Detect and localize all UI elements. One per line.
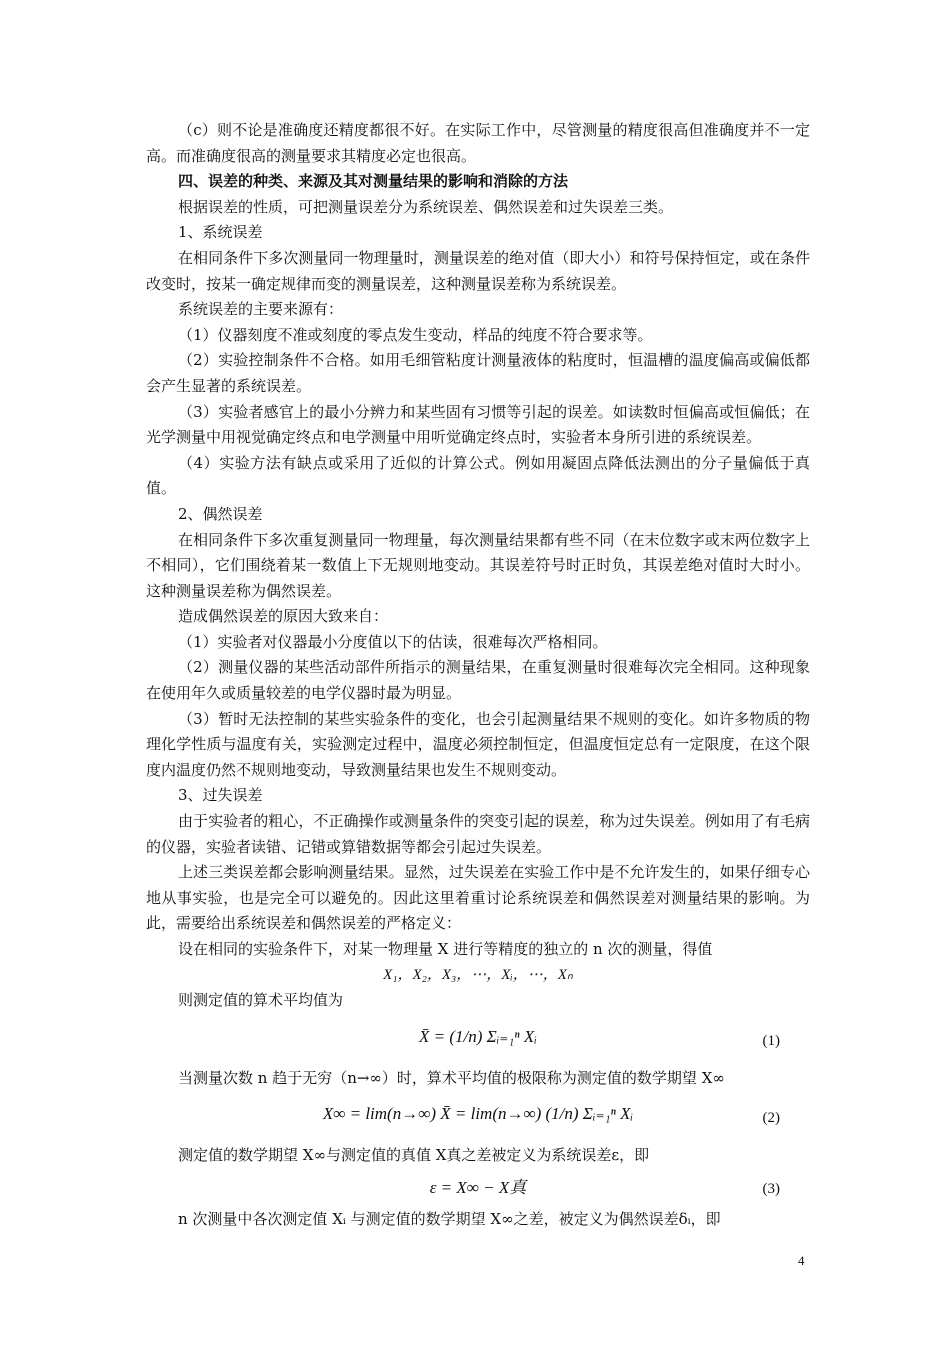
paragraph: 由于实验者的粗心，不正确操作或测量条件的突变引起的误差，称为过失误差。例如用了有毛病的仪器，实验者读错、记错或算错数据等都会引起过失误差。 [146,812,810,856]
body-text [146,118,810,1233]
paragraph: 当测量次数 n 趋于无穷（n→∞）时，算术平均值的极限称为测定值的数学期望 X∞ [178,1068,725,1087]
paragraph: 测定值的数学期望 X∞与测定值的真值 X真之差被定义为系统误差ε，即 [178,1146,650,1165]
equation-number: (3) [762,1180,780,1197]
subsection-heading: 2、偶然误差 [178,504,263,523]
equation-number: (1) [762,1032,780,1049]
page-number: 4 [798,1253,805,1268]
equation-formula: X∞ = lim(n→∞) X̄ = lim(n→∞) (1/n) Σᵢ₌₁ⁿ Xᵢ [322,1104,634,1124]
measurement-values: X₁，X₂，X₃，⋯，Xᵢ，⋯，Xₙ [383,966,573,983]
list-item: （1）实验者对仪器最小分度值以下的估读，很难每次严格相同。 [178,632,608,651]
subsection-heading: 3、过失误差 [178,786,263,805]
paragraph: 根据误差的性质，可把测量误差分为系统误差、偶然误差和过失误差三类。 [178,197,674,216]
equation-3 [146,1173,810,1203]
paragraph: 上述三类误差都会影响测量结果。显然，过失误差在实验工作中是不允许发生的，如果仔细专心地从事实验，也是完全可以避免的。因此这里着重讨论系统误差和偶然误差对测量结果的影响。为此，需要给出系统误差和偶然误差的严格定义： [146,863,810,933]
paragraph: 设在相同的实验条件下，对某一物理量 X 进行等精度的独立的 n 次的测量，得值 [178,940,713,958]
list-item: （3）暂时无法控制的某些实验条件的变化，也会引起测量结果不规则的变化。如许多物质的物理化学性质与温度有关，实验测定过程中，温度必须控制恒定，但温度恒定总有一定限度，在这个限度内温度仍然不规则地变动，导致测量结果也发生不规则变动。 [146,709,810,779]
paragraph: 在相同条件下多次测量同一物理量时，测量误差的绝对值（即大小）和符号保持恒定，或在条件改变时，按某一确定规律而变的测量误差，这种测量误差称为系统误差。 [146,248,810,293]
subsection-heading: 1、系统误差 [178,223,263,242]
equation-number: (2) [762,1110,780,1127]
equation-formula: X̄ = (1/n) Σᵢ₌₁ⁿ Xᵢ [418,1026,537,1046]
equation-2 [146,1095,810,1139]
paragraph: 则测定值的算术平均值为 [178,991,344,1010]
paragraph: 在相同条件下多次重复测量同一物理量，每次测量结果都有些不同（在末位数字或末两位数字上不相同），它们围绕着某一数值上下无规则地变动。其误差符号时正时负，其误差绝对值时大时小。这种测量误差称为偶然误差。 [146,530,810,600]
list-item: （2）实验控制条件不合格。如用毛细管粘度计测量液体的粘度时，恒温槽的温度偏高或偏低都会产生显著的系统误差。 [146,351,810,395]
list-item: （1）仪器刻度不准或刻度的零点发生变动，样品的纯度不符合要求等。 [178,325,653,344]
paragraph: n 次测量中各次测定值 Xᵢ 与测定值的数学期望 X∞之差，被定义为偶然误差δᵢ，即 [178,1209,721,1228]
paragraph: 造成偶然误差的原因大致来自： [178,607,389,626]
equation-formula: ε = X∞ − X真 [429,1177,527,1197]
list-item: （4）实验方法有缺点或采用了近似的计算公式。例如用凝固点降低法测出的分子量偏低于真值。 [146,453,810,498]
list-item: （2）测量仪器的某些活动部件所指示的测量结果，在重复测量时很难每次完全相同。这种现象在使用年久或质量较差的电学仪器时最为明显。 [146,658,810,703]
section-heading: 四、误差的种类、来源及其对测量结果的影响和消除的方法 [178,172,569,191]
paragraph: （c）则不论是准确度还精度都很不好。在实际工作中，尽管测量的精度很高但准确度并不一定高。而准确度很高的测量要求其精度必定也很高。 [146,121,810,165]
equation-1 [146,1018,810,1062]
paragraph: 系统误差的主要来源有： [178,300,344,319]
list-item: （3）实验者感官上的最小分辨力和某些固有习惯等引起的误差。如读数时恒偏高或恒偏低；在光学测量中用视觉确定终点和电学测量中用听觉确定终点时，实验者本身所引进的系统误差。 [146,402,810,447]
